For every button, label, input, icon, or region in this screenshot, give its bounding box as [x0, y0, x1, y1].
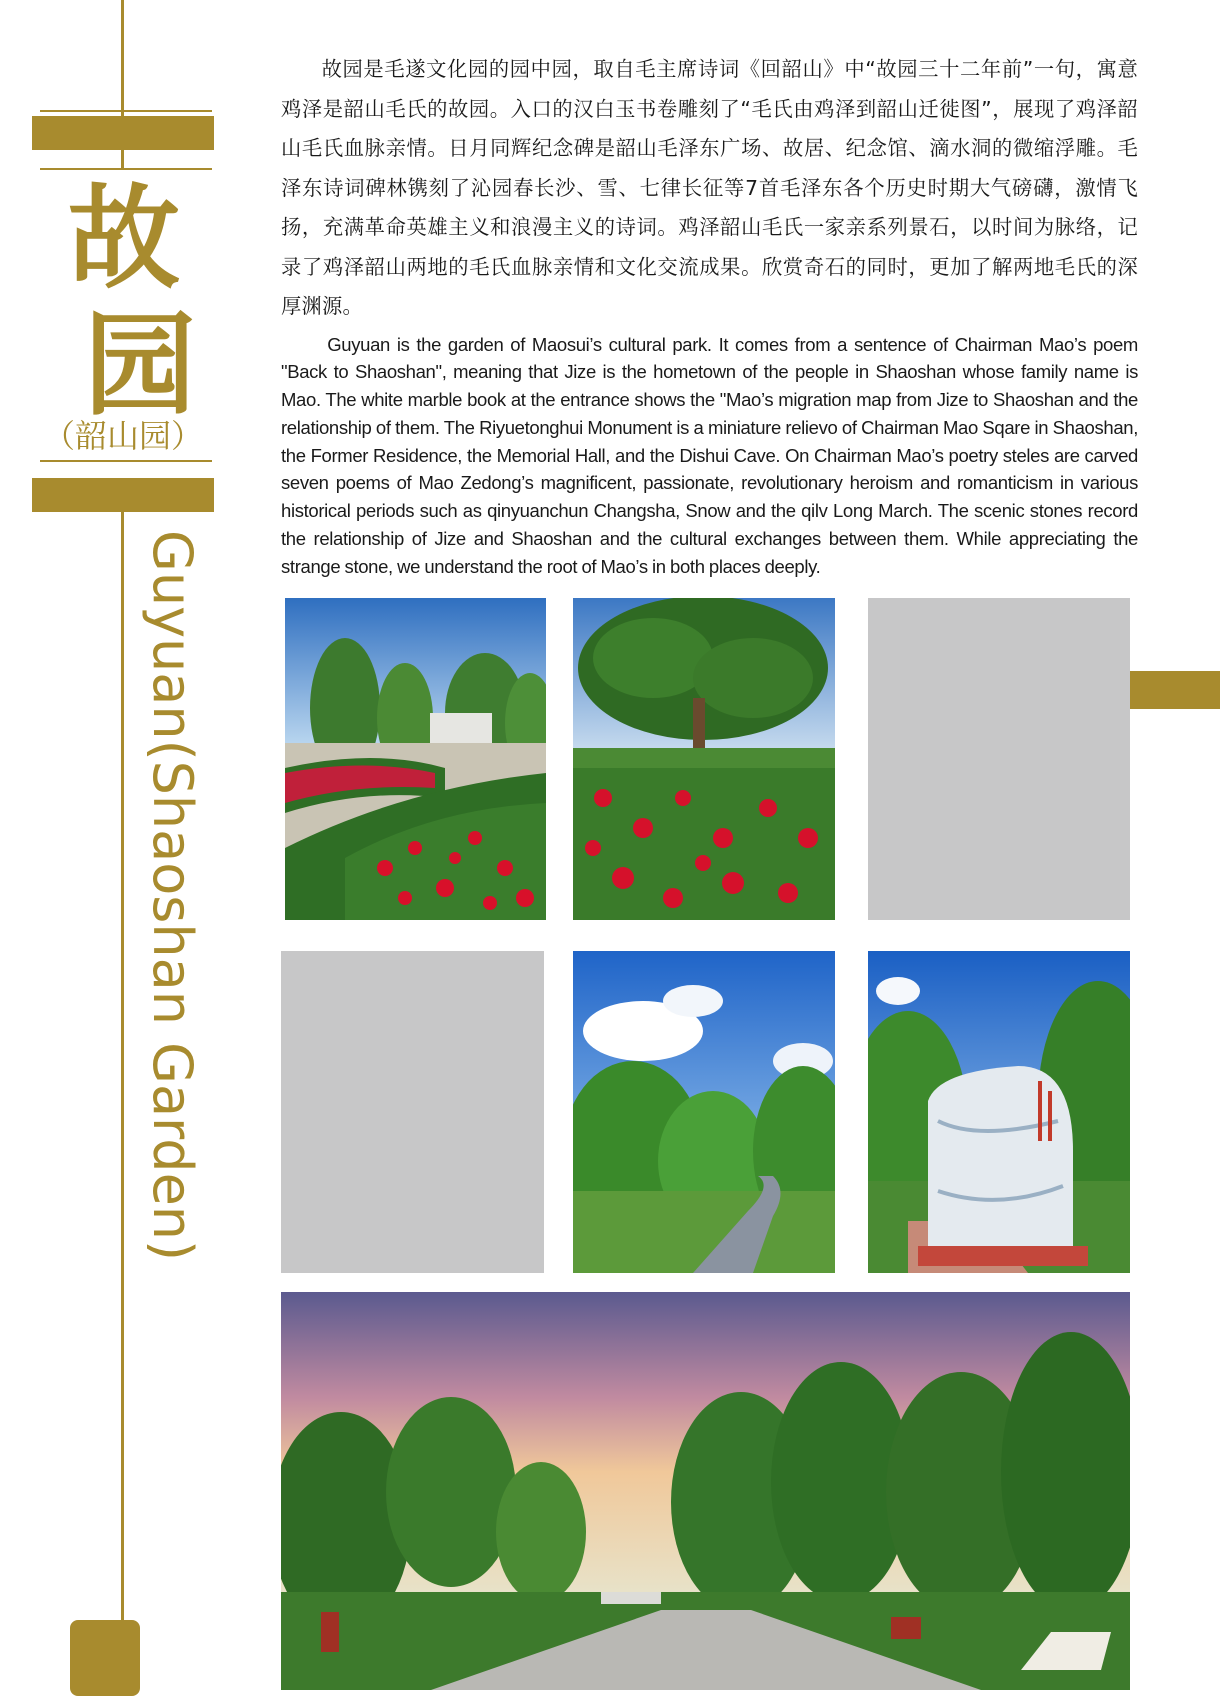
photo-tree-roses [573, 598, 835, 920]
photo-placeholder-2 [281, 951, 544, 1273]
photo-garden-flowerbed [285, 598, 546, 920]
title-bar-bottom [32, 478, 214, 512]
horizontal-rule-2 [40, 168, 212, 170]
title-bar-top [32, 116, 214, 150]
photo-panorama-plaza [281, 1292, 1130, 1690]
photo-inscribed-stone [868, 951, 1130, 1273]
subtitle-cn: （韶山园） [42, 417, 203, 455]
vertical-rule-bottom [121, 510, 124, 1696]
photo-path-trees [573, 951, 835, 1273]
title-en-vertical: Guyuan(Shaoshan Garden) [141, 530, 204, 1262]
corner-square [70, 1620, 140, 1696]
paragraph-cn: 故园是毛遂文化园的园中园，取自毛主席诗词《回韶山》中“故园三十二年前”一句，寓意鸡泽是韶山毛氏的故园。入口的汉白玉书卷雕刻了“毛氏由鸡泽到韶山迁徙图”，展现了鸡泽韶山毛氏血脉亲情。日月同辉纪念碑是韶山毛泽东广场、故居、纪念馆、滴水洞的微缩浮雕。毛泽东诗词碑林镌刻了沁园春长沙、雪、七律长征等7首毛泽东各个历史时期大气磅礴，激情飞扬，充满革命英雄主义和浪漫主义的诗词。鸡泽韶山毛氏一家亲系列景石，以时间为脉络，记录了鸡泽韶山两地的毛氏血脉亲情和文化交流成果。欣赏奇石的同时，更加了解两地毛氏的深厚渊源。 [281, 57, 1138, 318]
horizontal-rule-1 [40, 110, 212, 112]
title-char-2: 园 [84, 301, 196, 431]
horizontal-rule-3 [40, 460, 212, 462]
title-char-1: 故 [68, 174, 180, 304]
paragraph-en: Guyuan is the garden of Maosui’s cultural park. It comes from a sentence of Chairman Mao’s poem "Back to Shaoshan", meaning that Jize is the hometown of the people in Shaoshan whose family name is Mao. The white marble book at the entrance shows the "Mao’s migration map from Jize to Shaoshan and the relationship of them. The Riyuetonghui Monument is a miniature relievo of Chairman Mao Sqare in Shaoshan, the Former Residence, the Memorial Hall, and the Dishui Cave. On Chairman Mao’s poetry steles are carved seven poems of Mao Zedong’s magnificent, passionate, revolutionary heroism and romanticism in various historical periods such as qinyuanchun Changsha, Snow and the qilv Long March. The scenic stones record the relationship of Jize and Shaoshan and the cultural exchanges between them. While appreciating the strange stone, we understand the root of Mao’s in both places deeply. [281, 333, 1138, 577]
photo-placeholder-1 [868, 598, 1130, 920]
text-column [281, 50, 1138, 581]
